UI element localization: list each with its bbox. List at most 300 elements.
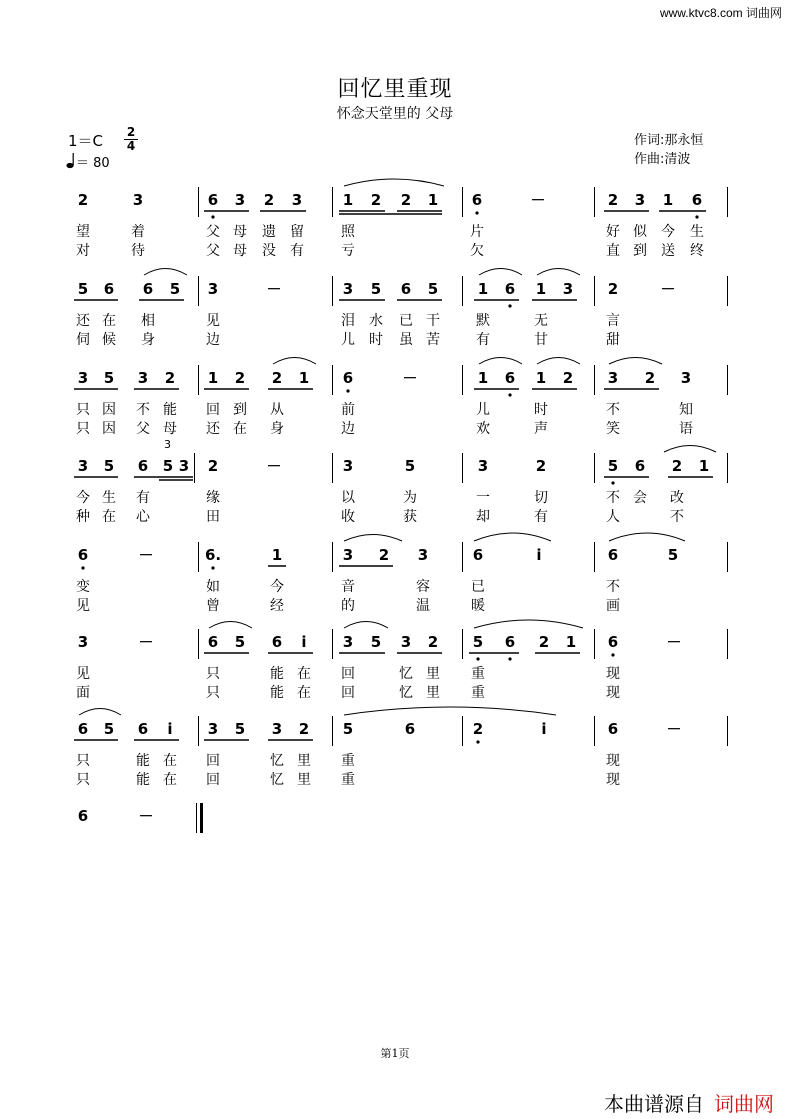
lyric-verse-2: 因	[102, 421, 116, 437]
note: i	[541, 720, 547, 738]
note: －	[402, 369, 418, 387]
barline	[727, 187, 728, 217]
barline	[198, 629, 199, 659]
lyric-verse-2: 重	[471, 685, 485, 701]
lyric-verse-2: 有	[290, 243, 304, 259]
note: 3	[291, 191, 303, 209]
lyric-verse-2: 欢	[476, 421, 490, 437]
quarter-note-icon	[66, 153, 76, 169]
note: 2	[164, 369, 176, 387]
note: 2	[207, 457, 219, 475]
lyric-verse-2: 见	[76, 598, 90, 614]
note: 6	[103, 280, 115, 298]
barline	[594, 453, 595, 483]
lyric-verse-2: 苦	[426, 332, 440, 348]
barline	[198, 365, 199, 395]
note: 6	[400, 280, 412, 298]
lyric-verse-1: 只	[76, 753, 90, 769]
note: 1	[207, 369, 219, 387]
note: －	[666, 720, 682, 738]
lyric-verse-2: 直	[606, 243, 620, 259]
note: －	[138, 546, 154, 564]
barline	[462, 365, 463, 395]
lyric-verse-1: 照	[341, 224, 355, 240]
lyric-verse-2: 边	[341, 421, 355, 437]
lyric-verse-1: 因	[102, 402, 116, 418]
note: 2	[535, 457, 547, 475]
score-system	[0, 279, 790, 363]
lyric-verse-2: 经	[270, 598, 284, 614]
composer-credit: 作曲:清波	[634, 152, 691, 167]
lyric-verse-1: 水	[369, 313, 383, 329]
note: 6	[607, 546, 619, 564]
source-footer-text: 本曲谱源自	[604, 1094, 704, 1116]
note: 5	[472, 633, 484, 651]
lyric-verse-1: 重	[471, 666, 485, 682]
lyric-verse-2: 回	[206, 772, 220, 788]
barline	[727, 365, 728, 395]
note: 1	[535, 280, 547, 298]
lyric-verse-1: 默	[476, 313, 490, 329]
lyric-verse-2: 在	[233, 421, 247, 437]
note: 1	[662, 191, 674, 209]
lyric-verse-2: 送	[661, 243, 675, 259]
lyric-verse-1: 在	[163, 753, 177, 769]
barline	[332, 365, 333, 395]
lyric-verse-1: 以	[341, 490, 355, 506]
lyric-verse-2: 甘	[534, 332, 548, 348]
note: 2	[378, 546, 390, 564]
lyric-verse-1: 生	[102, 490, 116, 506]
final-barline-thick	[200, 803, 203, 833]
lyric-verse-1: 在	[297, 666, 311, 682]
note: 3	[634, 191, 646, 209]
lyric-verse-2: 身	[270, 421, 284, 437]
lyric-verse-2: 获	[403, 509, 417, 525]
lyric-verse-1: 父	[206, 224, 220, 240]
note: 2	[607, 191, 619, 209]
lyric-verse-2: 边	[206, 332, 220, 348]
score-system	[0, 190, 790, 274]
lyric-verse-2: 里	[426, 685, 440, 701]
key-signature: 1＝C	[68, 132, 104, 150]
lyric-verse-1: 已	[471, 579, 485, 595]
note: 5	[370, 280, 382, 298]
lyric-verse-1: 里	[426, 666, 440, 682]
note: 6	[504, 280, 516, 298]
note: 5	[234, 720, 246, 738]
score-markings	[0, 790, 790, 874]
barline	[332, 453, 333, 483]
lyric-verse-1: 还	[76, 313, 90, 329]
note: 2	[77, 191, 89, 209]
note: －	[138, 633, 154, 651]
note: 5	[370, 633, 382, 651]
barline	[462, 276, 463, 306]
note: 2	[271, 369, 283, 387]
note: 3	[417, 546, 429, 564]
barline	[198, 542, 199, 572]
tempo-value: ＝ 80	[76, 156, 110, 171]
lyric-verse-1: 不	[136, 402, 150, 418]
lyric-verse-1: 回	[341, 666, 355, 682]
score-markings	[0, 352, 790, 436]
note: 5	[667, 546, 679, 564]
lyric-verse-2: 暖	[471, 598, 485, 614]
triplet-marker: 3	[164, 438, 171, 451]
barline	[727, 453, 728, 483]
note: －	[138, 807, 154, 825]
lyric-verse-1: 前	[341, 402, 355, 418]
barline	[462, 542, 463, 572]
note: 3	[77, 633, 89, 651]
note: 2	[427, 633, 439, 651]
lyric-verse-2: 语	[679, 421, 693, 437]
lyric-verse-2: 候	[102, 332, 116, 348]
lyric-verse-1: 从	[270, 402, 284, 418]
lyric-verse-1: 言	[606, 313, 620, 329]
barline	[462, 716, 463, 746]
lyric-verse-2: 能	[136, 772, 150, 788]
lyric-verse-2: 面	[76, 685, 90, 701]
time-signature-top: 2	[126, 125, 136, 139]
site-watermark: www.ktvc8.com 词曲网	[659, 6, 782, 20]
barline	[332, 716, 333, 746]
barline	[594, 716, 595, 746]
barline	[194, 453, 195, 483]
lyric-verse-1: 留	[290, 224, 304, 240]
lyric-verse-1: 生	[690, 224, 704, 240]
lyric-verse-2: 曾	[206, 598, 220, 614]
lyric-verse-2: 没	[262, 243, 276, 259]
score-markings	[0, 263, 790, 347]
barline	[332, 629, 333, 659]
lyric-verse-2: 有	[534, 509, 548, 525]
lyric-verse-2: 只	[206, 685, 220, 701]
note: 1	[565, 633, 577, 651]
note: i	[301, 633, 307, 651]
barline	[594, 542, 595, 572]
note: 3	[477, 457, 489, 475]
lyric-verse-1: 今	[270, 579, 284, 595]
lyric-verse-2: 种	[76, 509, 90, 525]
note: 2	[263, 191, 275, 209]
note: 3	[77, 457, 89, 475]
barline	[198, 187, 199, 217]
lyric-verse-2: 虽	[399, 332, 413, 348]
note: 6	[137, 720, 149, 738]
score-system	[0, 438, 790, 540]
lyric-verse-1: 似	[633, 224, 647, 240]
barline	[332, 276, 333, 306]
lyric-verse-1: 无	[534, 313, 548, 329]
note: 6	[691, 191, 703, 209]
lyric-verse-1: 知	[679, 402, 693, 418]
note: 5	[342, 720, 354, 738]
lyric-verse-2: 在	[102, 509, 116, 525]
lyric-verse-1: 见	[76, 666, 90, 682]
score-markings	[0, 529, 790, 613]
note: 6	[207, 633, 219, 651]
lyric-verse-1: 能	[136, 753, 150, 769]
barline	[462, 629, 463, 659]
note: 6.	[205, 546, 222, 564]
lyric-verse-2: 待	[131, 243, 145, 259]
note: 1	[477, 280, 489, 298]
note: 1	[535, 369, 547, 387]
note: 6	[342, 369, 354, 387]
lyric-verse-2: 有	[476, 332, 490, 348]
lyric-verse-1: 母	[233, 224, 247, 240]
note: 3	[342, 633, 354, 651]
lyric-verse-1: 回	[206, 402, 220, 418]
note: 5	[169, 280, 181, 298]
lyric-verse-1: 相	[141, 313, 155, 329]
lyric-verse-1: 遗	[262, 224, 276, 240]
lyric-verse-1: 里	[297, 753, 311, 769]
note: 3	[342, 457, 354, 475]
lyric-verse-1: 重	[341, 753, 355, 769]
note: 3	[132, 191, 144, 209]
note: 2	[234, 369, 246, 387]
lyric-verse-2: 欠	[470, 243, 484, 259]
lyric-verse-1: 有	[136, 490, 150, 506]
note: 3	[178, 457, 190, 475]
lyric-verse-1: 一	[476, 490, 490, 506]
note: 1	[477, 369, 489, 387]
barline	[727, 542, 728, 572]
lyric-verse-2: 时	[369, 332, 383, 348]
lyric-verse-2: 在	[297, 685, 311, 701]
lyric-verse-2: 还	[206, 421, 220, 437]
note: 5	[427, 280, 439, 298]
note: －	[266, 280, 282, 298]
note: 5	[103, 457, 115, 475]
lyric-verse-2: 笑	[606, 421, 620, 437]
score-markings	[0, 703, 790, 787]
lyric-verse-2: 儿	[341, 332, 355, 348]
lyric-verse-2: 甜	[606, 332, 620, 348]
lyric-verse-2: 画	[606, 598, 620, 614]
note: 1	[298, 369, 310, 387]
note: 5	[103, 369, 115, 387]
song-subtitle: 怀念天堂里的 父母	[336, 106, 454, 122]
note: 6	[77, 720, 89, 738]
note: 6	[207, 191, 219, 209]
song-title: 回忆里重现	[337, 77, 453, 102]
note: 1	[271, 546, 283, 564]
lyric-verse-2: 到	[633, 243, 647, 259]
lyric-verse-1: 儿	[476, 402, 490, 418]
lyric-verse-2: 田	[206, 509, 220, 525]
time-signature	[124, 126, 138, 153]
lyric-verse-2: 的	[341, 598, 355, 614]
lyric-verse-1: 到	[233, 402, 247, 418]
note: －	[530, 191, 546, 209]
note: 2	[472, 720, 484, 738]
lyric-verse-2: 声	[534, 421, 548, 437]
note: 3	[680, 369, 692, 387]
lyric-verse-1: 变	[76, 579, 90, 595]
barline	[727, 629, 728, 659]
lyric-verse-2: 里	[297, 772, 311, 788]
lyric-verse-2: 心	[136, 509, 150, 525]
lyric-verse-2: 回	[341, 685, 355, 701]
lyric-verse-2: 忆	[399, 685, 413, 701]
lyric-verse-1: 能	[270, 666, 284, 682]
note: 6	[142, 280, 154, 298]
note: 6	[77, 546, 89, 564]
note: 6	[504, 369, 516, 387]
note: i	[167, 720, 173, 738]
note: 6	[137, 457, 149, 475]
note: 6	[607, 720, 619, 738]
source-footer-brand: 词曲网	[714, 1094, 774, 1116]
note: 2	[644, 369, 656, 387]
lyric-verse-1: 缘	[206, 490, 220, 506]
note: 3	[271, 720, 283, 738]
lyric-verse-2: 终	[690, 243, 704, 259]
barline	[594, 629, 595, 659]
note: 6	[404, 720, 416, 738]
barline	[462, 453, 463, 483]
lyric-verse-2: 却	[476, 509, 490, 525]
note: 2	[671, 457, 683, 475]
note: 2	[562, 369, 574, 387]
lyric-verse-1: 今	[76, 490, 90, 506]
note: 1	[342, 191, 354, 209]
note: 3	[342, 280, 354, 298]
lyric-verse-2: 伺	[76, 332, 90, 348]
note: 2	[538, 633, 550, 651]
note: 3	[342, 546, 354, 564]
lyric-verse-1: 切	[534, 490, 548, 506]
lyric-verse-1: 泪	[341, 313, 355, 329]
barline	[198, 716, 199, 746]
lyric-verse-2: 母	[163, 421, 177, 437]
note: －	[666, 633, 682, 651]
lyric-verse-1: 能	[163, 402, 177, 418]
lyric-verse-2: 收	[341, 509, 355, 525]
note: 5	[77, 280, 89, 298]
note: 6	[77, 807, 89, 825]
note: 3	[607, 369, 619, 387]
note: －	[266, 457, 282, 475]
note: 2	[607, 280, 619, 298]
lyric-verse-2: 父	[206, 243, 220, 259]
note: 3	[207, 280, 219, 298]
barline	[594, 365, 595, 395]
note: 3	[207, 720, 219, 738]
lyric-verse-1: 忆	[399, 666, 413, 682]
lyric-verse-1: 音	[341, 579, 355, 595]
lyric-verse-1: 不	[606, 402, 620, 418]
lyric-verse-2: 亏	[341, 243, 355, 259]
barline	[594, 276, 595, 306]
note: 5	[404, 457, 416, 475]
note: i	[536, 546, 542, 564]
lyric-verse-2: 身	[141, 332, 155, 348]
barline	[198, 276, 199, 306]
tempo-marking	[66, 152, 110, 171]
final-barline-thin	[196, 803, 197, 833]
lyric-verse-1: 不	[606, 490, 620, 506]
lyric-verse-1: 改	[670, 490, 684, 506]
lyric-verse-2: 温	[416, 598, 430, 614]
note: 5	[234, 633, 246, 651]
lyric-verse-1: 现	[606, 666, 620, 682]
lyric-verse-2: 对	[76, 243, 90, 259]
page-number: 第1页	[380, 1047, 410, 1060]
barline	[727, 716, 728, 746]
lyric-verse-1: 已	[399, 313, 413, 329]
lyric-verse-2: 能	[270, 685, 284, 701]
lyricist-credit: 作词:那永恒	[634, 133, 704, 148]
lyric-verse-2: 不	[670, 509, 684, 525]
note: 1	[698, 457, 710, 475]
note: 6	[634, 457, 646, 475]
lyric-verse-2: 现	[606, 685, 620, 701]
lyric-verse-2: 只	[76, 772, 90, 788]
note: 6	[607, 633, 619, 651]
note: 6	[471, 191, 483, 209]
lyric-verse-1: 见	[206, 313, 220, 329]
lyric-verse-1: 在	[102, 313, 116, 329]
lyric-verse-2: 只	[76, 421, 90, 437]
lyric-verse-2: 父	[136, 421, 150, 437]
lyric-verse-2: 人	[606, 509, 620, 525]
lyric-verse-1: 只	[76, 402, 90, 418]
source-footer	[604, 1088, 774, 1117]
lyric-verse-1: 为	[403, 490, 417, 506]
lyric-verse-1: 容	[416, 579, 430, 595]
lyric-verse-1: 回	[206, 753, 220, 769]
lyric-verse-1: 干	[426, 313, 440, 329]
lyric-verse-2: 重	[341, 772, 355, 788]
lyric-verse-1: 今	[661, 224, 675, 240]
lyric-verse-1: 望	[76, 224, 90, 240]
lyric-verse-1: 现	[606, 753, 620, 769]
note: 3	[137, 369, 149, 387]
time-signature-bottom: 4	[124, 139, 138, 153]
lyric-verse-2: 母	[233, 243, 247, 259]
note: 3	[77, 369, 89, 387]
lyric-verse-1: 片	[470, 224, 484, 240]
note: 5	[103, 720, 115, 738]
note: 1	[427, 191, 439, 209]
barline	[332, 187, 333, 217]
score-system	[0, 806, 790, 890]
lyric-verse-2: 在	[163, 772, 177, 788]
lyric-verse-1: 着	[131, 224, 145, 240]
lyric-verse-1: 不	[606, 579, 620, 595]
barline	[727, 276, 728, 306]
note: 5	[607, 457, 619, 475]
lyric-verse-1: 只	[206, 666, 220, 682]
lyric-verse-1: 会	[633, 490, 647, 506]
lyric-verse-2: 忆	[270, 772, 284, 788]
note: 3	[400, 633, 412, 651]
note: 6	[472, 546, 484, 564]
note: 3	[562, 280, 574, 298]
barline	[462, 187, 463, 217]
lyric-verse-1: 忆	[270, 753, 284, 769]
note: 3	[234, 191, 246, 209]
lyric-verse-1: 好	[606, 224, 620, 240]
score-markings	[0, 616, 790, 700]
note: 5	[162, 457, 174, 475]
barline	[594, 187, 595, 217]
